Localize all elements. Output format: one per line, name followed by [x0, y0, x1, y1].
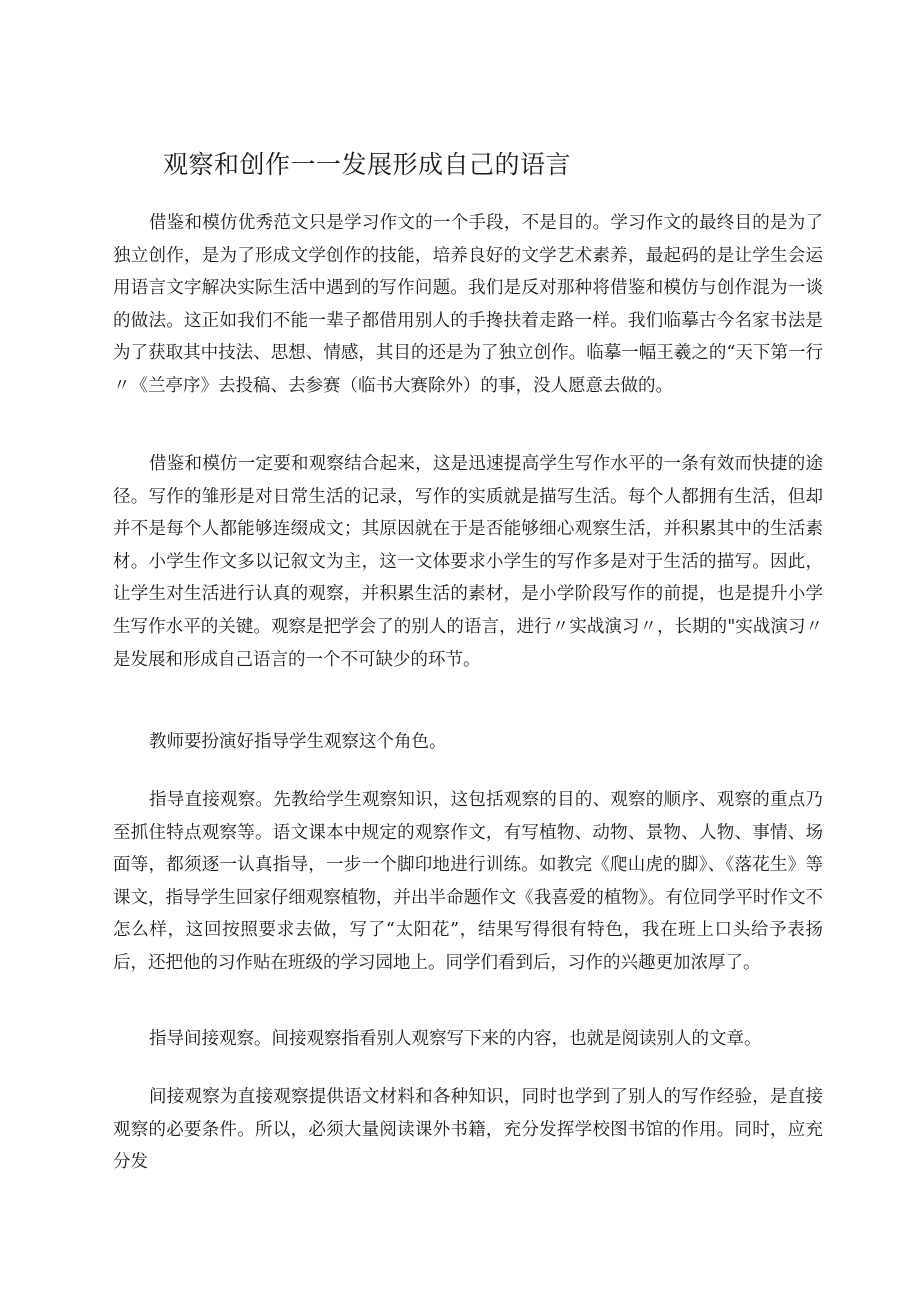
- document-title: 观察和创作一一发展形成自己的语言: [163, 150, 572, 179]
- paragraph-2: 借鉴和模仿一定要和观察结合起来，这是迅速提高学生写作水平的一条有效而快捷的途径。写作的雏形是对日常生活的记录，写作的实质就是描写生活。每个人都拥有生活，但却并不是每个人都能够连缀成文；其原因就在于是否能够细心观察生活，并积累其中的生活素材。小学生作文多以记叙文为主，这一文体要求小学生的写作多是对于生活的描写。因此，让学生对生活进行认真的观察，并积累生活的素材，是小学阶段写作的前提，也是提升小学生写作水平的关键。观察是把学会了的别人的语言，进行〃实战演习〃，长期的"实战演习〃是发展和形成自己语言的一个不可缺少的环节。: [113, 454, 823, 670]
- paragraph-4: 指导直接观察。先教给学生观察知识，这包括观察的目的、观察的顺序、观察的重点乃至抓住特点观察等。语文课本中规定的观察作文，有写植物、动物、景物、人物、事情、场面等，都须逐一认真指导，一步一个脚印地进行训练。如教完《爬山虎的脚》、《落花生》等课文，指导学生回家仔细观察植物，并出半命题作文《我喜爱的植物》。有位同学平时作文不怎么样，这回按照要求去做，写了“太阳花”，结果写得很有特色，我在班上口头给予表扬后，还把他的习作贴在班级的学习园地上。同学们看到后，习作的兴趣更加浓厚了。: [113, 790, 823, 973]
- paragraph-6: 间接观察为直接观察提供语文材料和各种知识，同时也学到了别人的写作经验，是直接观察的必要条件。所以，必须大量阅读课外书籍，充分发挥学校图书馆的作用。同时，应充分发: [113, 1087, 823, 1173]
- paragraph-1: 借鉴和模仿优秀范文只是学习作文的一个手段，不是目的。学习作文的最终目的是为了独立创作，是为了形成文学创作的技能，培养良好的文学艺术素养，最起码的是让学生会运用语言文字解决实际生活中遇到的写作问题。我们是反对那种将借鉴和模仿与创作混为一谈的做法。这正如我们不能一辈子都借用别人的手搀扶着走路一样。我们临摹古今名家书法是为了获取其中技法、思想、情感，其目的还是为了独立创作。临摹一幅王羲之的“天下第一行〃《兰亭序》去投稿、去参赛（临书大赛除外）的事，没人愿意去做的。: [113, 213, 823, 396]
- paragraph-5: 指导间接观察。间接观察指看别人观察写下来的内容，也就是阅读别人的文章。: [149, 1029, 762, 1049]
- paragraph-3: 教师要扮演好指导学生观察这个角色。: [149, 732, 447, 752]
